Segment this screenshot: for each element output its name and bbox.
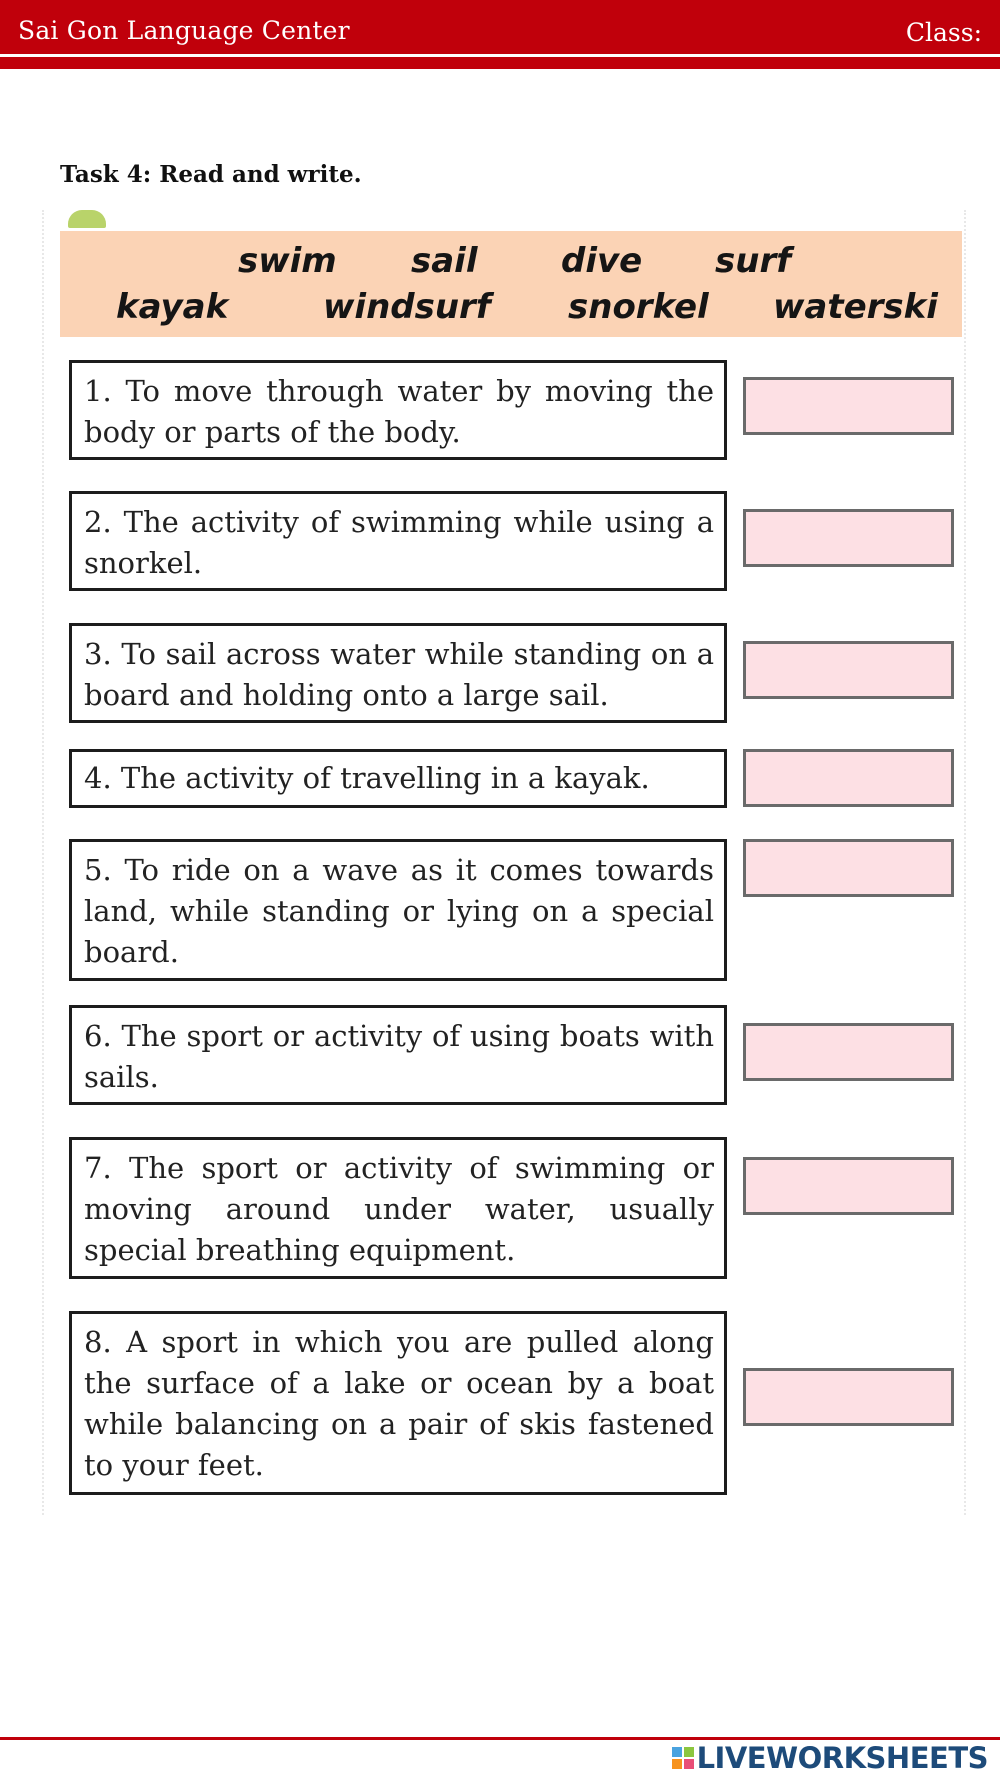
answer-input-6[interactable]	[743, 1023, 954, 1081]
question-5: 5. To ride on a wave as it comes towards land, while standing or lying on a special board.	[69, 839, 727, 981]
header-bar	[0, 0, 1000, 54]
answer-input-8[interactable]	[743, 1368, 954, 1426]
footer-divider	[0, 1737, 1000, 1740]
word-bank-item: windsurf	[323, 287, 491, 327]
word-bank-item: sail	[411, 241, 478, 281]
word-bank-item: waterski	[773, 287, 938, 327]
task-title: Task 4: Read and write.	[60, 161, 362, 188]
liveworksheets-logo-icon	[672, 1747, 694, 1769]
word-bank-item: kayak	[116, 287, 229, 327]
answer-input-1[interactable]	[743, 377, 954, 435]
question-4: 4. The activity of travelling in a kayak.	[69, 749, 727, 808]
answer-input-7[interactable]	[743, 1157, 954, 1215]
question-2: 2. The activity of swimming while using a snorkel.	[69, 491, 727, 591]
header-bottom-band	[0, 57, 1000, 69]
brand-name: LIVEWORKSHEETS	[696, 1741, 988, 1775]
word-bank-item: swim	[238, 241, 337, 281]
word-bank	[60, 231, 962, 337]
answer-input-2[interactable]	[743, 509, 954, 567]
liveworksheets-logo	[672, 1742, 988, 1774]
question-3: 3. To sail across water while standing on a board and holding onto a large sail.	[69, 623, 727, 723]
school-name: Sai Gon Language Center	[18, 16, 350, 45]
answer-input-4[interactable]	[743, 749, 954, 807]
word-bank-item: snorkel	[568, 287, 709, 327]
question-7: 7. The sport or activity of swimming or moving around under water, usually special breathing equipment.	[69, 1137, 727, 1279]
word-bank-item: dive	[561, 241, 643, 281]
class-label: Class:	[905, 18, 982, 47]
question-8: 8. A sport in which you are pulled along the surface of a lake or ocean by a boat while balancing on a pair of skis fastened to your feet.	[69, 1311, 727, 1495]
answer-input-3[interactable]	[743, 641, 954, 699]
word-bank-item: surf	[715, 241, 792, 281]
answer-input-5[interactable]	[743, 839, 954, 897]
decorative-leaf-icon	[68, 210, 106, 228]
question-1: 1. To move through water by moving the body or parts of the body.	[69, 360, 727, 460]
question-6: 6. The sport or activity of using boats with sails.	[69, 1005, 727, 1105]
